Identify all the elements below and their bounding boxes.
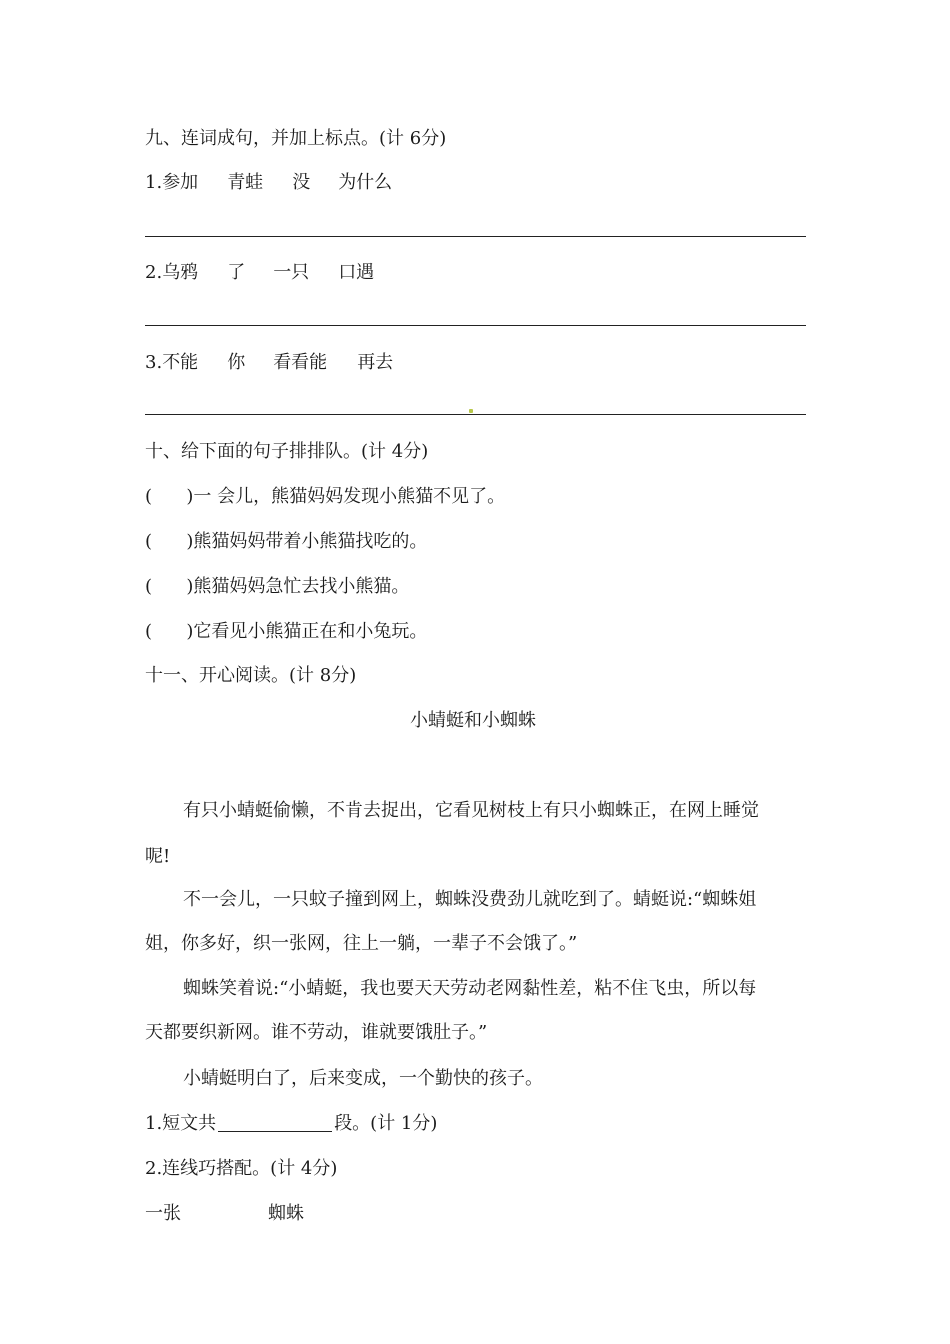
story-line-4: 姐，你多好，织一张网，往上一躺，一辈子不会饿了。”	[145, 933, 578, 954]
story-line-6: 天都要织新网。谁不劳动，谁就要饿肚子。”	[145, 1022, 488, 1043]
match-left-item[interactable]: 一张	[145, 1203, 181, 1224]
word-4: 口遇	[338, 262, 375, 283]
word-2: 青蛙	[227, 172, 264, 193]
order-paren[interactable]: ( )	[145, 531, 194, 552]
question-2: 2.连线巧搭配。(计 4分)	[145, 1158, 338, 1179]
order-item-3	[145, 575, 409, 599]
item-number: 3.	[145, 352, 163, 373]
order-sentence: 一 会儿，熊猫妈妈发现小熊猫不见了。	[193, 486, 506, 507]
word-1: 不能	[162, 352, 199, 373]
story-line-5: 蜘蛛笑着说:“小蜻蜓，我也要天天劳动老网黏性差，粘不住飞虫，所以每	[183, 978, 757, 999]
speck-mark	[469, 409, 473, 413]
order-paren[interactable]: ( )	[145, 576, 194, 597]
question-1-suffix: 段。(计 1分)	[334, 1113, 438, 1134]
item-number: 1.	[145, 172, 163, 193]
order-sentence: 熊猫妈妈急忙去找小熊猫。	[193, 576, 410, 597]
word-3: 看看能	[273, 352, 328, 373]
word-3: 一只	[273, 262, 310, 283]
section-9-title: 九、连词成句，并加上标点。(计 6分)	[145, 128, 447, 149]
order-item-4	[145, 620, 427, 644]
word-2: 你	[227, 352, 246, 373]
q9-item-2	[145, 261, 374, 285]
q9-item-1	[145, 171, 392, 195]
answer-line-1[interactable]	[145, 236, 806, 237]
story-line-3: 不一会儿，一只蚊子撞到网上，蜘蛛没费劲儿就吃到了。蜻蜓说:“蜘蛛姐	[183, 889, 757, 910]
paragraph-count-blank[interactable]	[218, 1113, 332, 1132]
word-4: 再去	[357, 352, 394, 373]
answer-line-3[interactable]	[145, 414, 806, 415]
word-1: 乌鸦	[162, 262, 199, 283]
word-3: 没	[292, 172, 311, 193]
order-paren[interactable]: ( )	[145, 486, 194, 507]
order-sentence: 它看见小熊猫正在和小兔玩。	[193, 621, 428, 642]
item-number: 2.	[145, 262, 163, 283]
order-sentence: 熊猫妈妈带着小熊猫找吃的。	[193, 531, 428, 552]
story-line-1: 有只小蜻蜓偷懒，不肯去捉出，它看见树枝上有只小蜘蛛正，在网上睡觉	[183, 800, 759, 821]
section-10-title: 十、给下面的句子排排队。(计 4分)	[145, 441, 429, 462]
question-1	[145, 1112, 437, 1136]
answer-line-2[interactable]	[145, 325, 806, 326]
match-right-item[interactable]: 蜘蛛	[268, 1203, 304, 1224]
story-title: 小蜻蜓和小蜘蛛	[410, 710, 536, 731]
section-11-title: 十一、开心阅读。(计 8分)	[145, 665, 357, 686]
story-line-7: 小蜻蜓明白了，后来变成，一个勤快的孩子。	[183, 1068, 543, 1089]
word-1: 参加	[162, 172, 199, 193]
word-4: 为什么	[338, 172, 393, 193]
order-item-1	[145, 485, 505, 509]
word-2: 了	[227, 262, 246, 283]
order-item-2	[145, 530, 427, 554]
order-paren[interactable]: ( )	[145, 621, 194, 642]
question-1-prefix: 1.短文共	[145, 1113, 217, 1134]
story-line-2: 呢!	[145, 846, 171, 867]
q9-item-3	[145, 351, 393, 375]
